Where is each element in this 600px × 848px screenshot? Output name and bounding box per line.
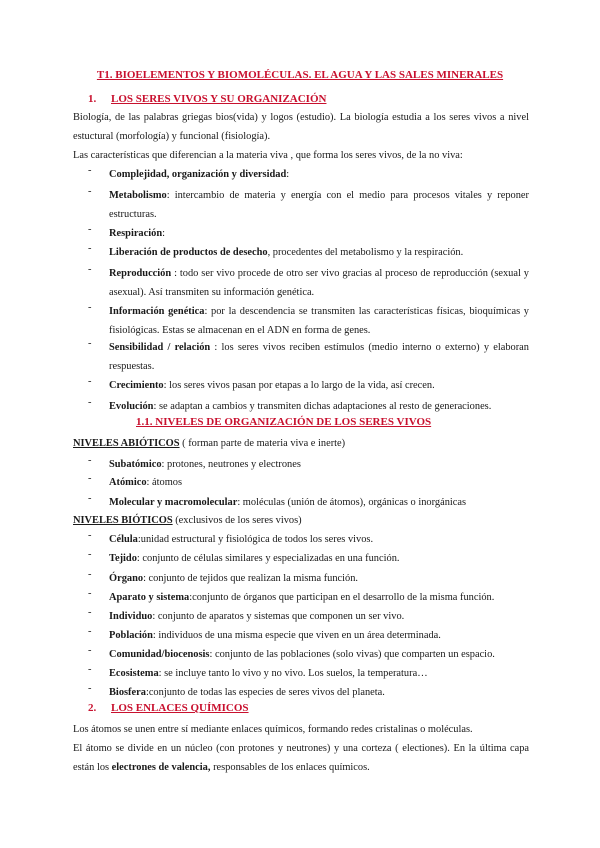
section-2-number: 2.	[88, 702, 97, 714]
characteristics-intro: Las características que diferencian a la materia viva , que forma los seres vivos, de la no viva:	[73, 150, 463, 161]
list-item-respiracion: Respiración:	[109, 228, 165, 239]
list-item-aparato: Aparato y sistema:conjunto de órganos que participan en el desarrollo de la misma función.	[109, 592, 495, 603]
bullet-marker: -	[88, 645, 92, 656]
list-item-sensibilidad: Sensibilidad / relación : los seres vivos reciben estímulos (medio interno o externo) y elaboran respuestas.	[109, 342, 529, 372]
bullet-marker: -	[88, 588, 92, 599]
bullet-marker: -	[88, 338, 92, 349]
list-item-comunidad: Comunidad/biocenosis: conjunto de las poblaciones (solo vivas) que comparten un espacio.	[109, 649, 495, 660]
list-item-tejido: Tejido: conjunto de células similares y especializadas en una función.	[109, 553, 400, 564]
bullet-marker: -	[88, 530, 92, 541]
list-item-metabolismo: Metabolismo: intercambio de materia y energía con el medio para procesos vitales y reponer estructuras.	[109, 190, 529, 220]
bullet-marker: -	[88, 397, 92, 408]
bullet-marker: -	[88, 473, 92, 484]
bullet-marker: -	[88, 224, 92, 235]
section-2-heading: LOS ENLACES QUÍMICOS	[111, 702, 249, 714]
bullet-marker: -	[88, 264, 92, 275]
bullet-marker: -	[88, 683, 92, 694]
intro-paragraph: Biología, de las palabras griegas bios(vida) y logos (estudio). La biología estudia a los seres vivos a nivel estuctural (morfología) y funcional (fisiología).	[73, 112, 529, 142]
list-item-organo: Órgano: conjunto de tejidos que realizan la misma función.	[109, 573, 359, 584]
list-item-evolucion: Evolución: se adaptan a cambios y transmiten dichas adaptaciones al resto de generaciones.	[109, 401, 492, 412]
bullet-marker: -	[88, 626, 92, 637]
bullet-marker: -	[88, 302, 92, 313]
list-item-biosfera: Biosfera:conjunto de todas las especies de seres vivos del planeta.	[109, 687, 385, 698]
list-item-individuo: Individuo: conjunto de aparatos y sistemas que componen un ser vivo.	[109, 611, 405, 622]
bullet-marker: -	[88, 376, 92, 387]
bullet-marker: -	[88, 455, 92, 466]
section-1-number: 1.	[88, 93, 97, 105]
section-1-heading: LOS SERES VIVOS Y SU ORGANIZACIÓN	[111, 93, 327, 105]
list-item-liberacion: Liberación de productos de desecho, procedentes del metabolismo y la respiración.	[109, 247, 464, 258]
bullet-marker: -	[88, 549, 92, 560]
bullet-marker: -	[88, 569, 92, 580]
list-item-atomico: Atómico: átomos	[109, 477, 183, 488]
document-title: T1. BIOELEMENTOS Y BIOMOLÉCULAS. EL AGUA Y LAS SALES MINERALES	[96, 69, 504, 81]
list-item-reproduccion: Reproducción : todo ser vivo procede de otro ser vivo gracias al proceso de reproducción (sexual y asexual). Así transmiten su información genética.	[109, 268, 529, 298]
bullet-marker: -	[88, 607, 92, 618]
list-item-celula: Célula:unidad estructural y fisiológica de todos los seres vivos.	[109, 534, 374, 545]
bullet-marker: -	[88, 243, 92, 254]
abioticos-heading: NIVELES ABIÓTICOS ( forman parte de materia viva e inerte)	[73, 438, 346, 449]
bioticos-heading: NIVELES BIÓTICOS (exclusivos de los seres vivos)	[73, 515, 302, 526]
list-item-poblacion: Población: individuos de una misma especie que viven en un área determinada.	[109, 630, 441, 641]
enlaces-paragraph-2: El átomo se divide en un núcleo (con protones y neutrones) y una corteza ( electiones). En la última capa están los electrones de valencia, responsables de los enlaces químicos.	[73, 743, 529, 773]
bullet-marker: -	[88, 493, 92, 504]
list-item-ecosistema: Ecosistema: se incluye tanto lo vivo y no vivo. Los suelos, la temperatura…	[109, 668, 428, 679]
section-1-1-heading: 1.1. NIVELES DE ORGANIZACIÓN DE LOS SERES VIVOS	[136, 416, 432, 428]
list-item-crecimiento: Crecimiento: los seres vivos pasan por etapas a lo largo de la vida, así crecen.	[109, 380, 435, 391]
list-item-subatomico: Subatómico: protones, neutrones y electrones	[109, 459, 301, 470]
list-item-molecular: Molecular y macromolecular: moléculas (unión de átomos), orgánicas o inorgánicas	[109, 497, 467, 508]
list-item-complejidad: Complejidad, organización y diversidad:	[109, 169, 290, 180]
bullet-marker: -	[88, 165, 92, 176]
bullet-marker: -	[88, 186, 92, 197]
bullet-marker: -	[88, 664, 92, 675]
list-item-informacion-genetica: Información genética: por la descendencia se transmiten las características físicas, bioquímicas y fisiológicas. Estas se almacenan en el ADN en forma de genes.	[109, 306, 529, 336]
enlaces-paragraph-1: Los átomos se unen entre sí mediante enlaces químicos, formando redes cristalinas o moléculas.	[73, 724, 473, 735]
